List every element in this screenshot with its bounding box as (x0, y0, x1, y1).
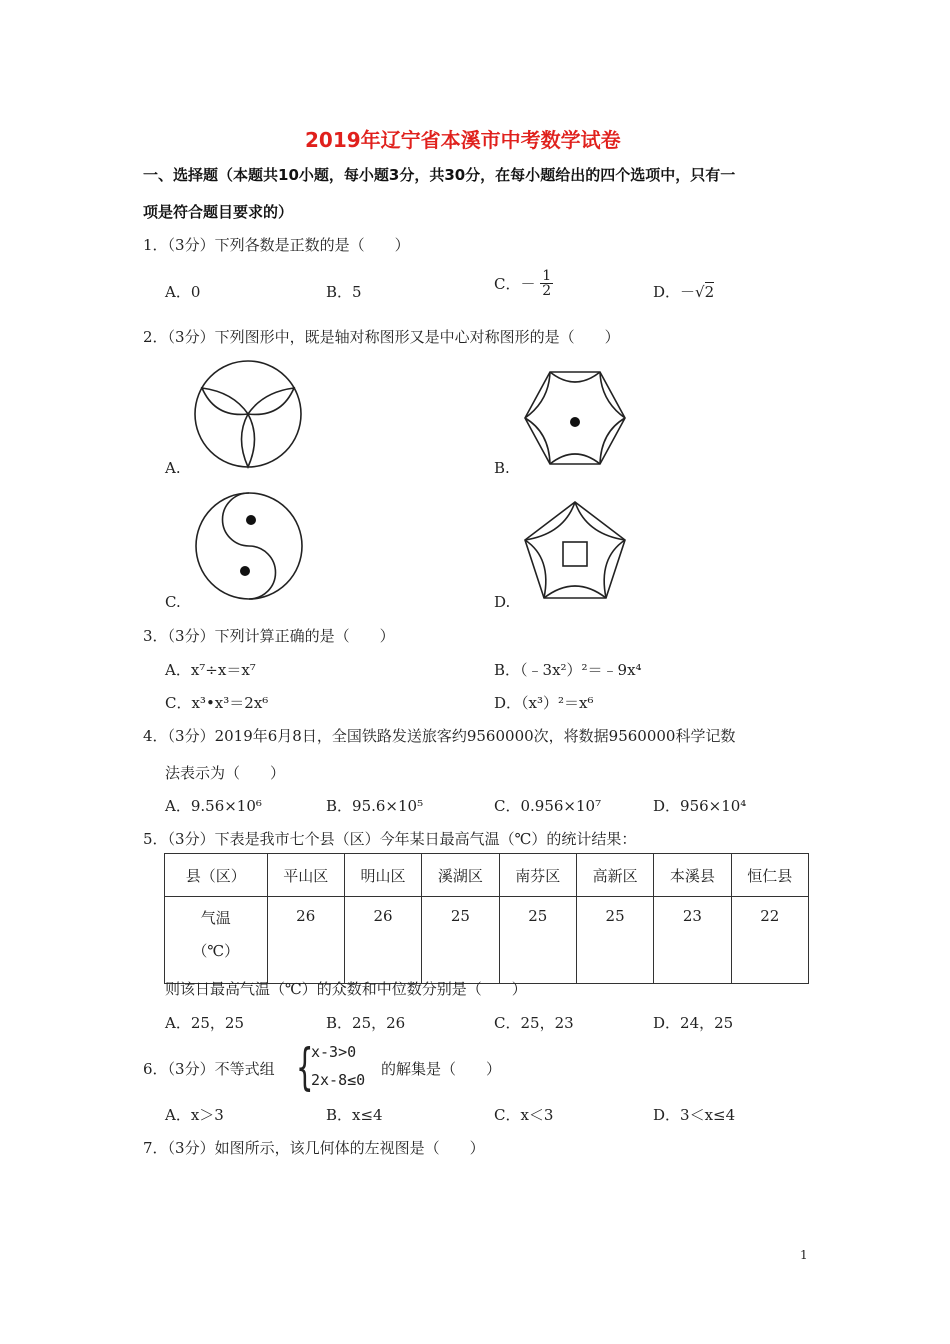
left-brace-icon: { (296, 1038, 314, 1096)
q4-option-c: C．0.956×10⁷ (494, 797, 602, 815)
q2-figure-d (522, 500, 628, 602)
q1-option-c-prefix: C．－ (494, 275, 536, 293)
q6-stem-suffix: 的解集是（ ） (381, 1060, 502, 1078)
q1-option-d (653, 281, 714, 302)
table-header-cell: 县（区） (165, 854, 268, 897)
q5-option-c: C．25，23 (494, 1014, 574, 1032)
fraction-numerator: 1 (542, 268, 552, 284)
table-header-row (165, 854, 809, 897)
q2-figure-a (193, 360, 305, 470)
q5-option-d: D．24，25 (653, 1014, 734, 1032)
table-row (165, 897, 809, 984)
q5-option-a: A．25，25 (165, 1014, 245, 1032)
table-cell: 25 (422, 897, 499, 984)
q6-option-c: C．x＜3 (494, 1106, 554, 1124)
q3-option-d: D．（x³）²＝x⁶ (494, 694, 594, 712)
q6-system-line1: x-3>0 (311, 1043, 357, 1061)
page-title: 2019年辽宁省本溪市中考数学试卷 (305, 128, 621, 152)
table-cell: 25 (499, 897, 576, 984)
q2-option-c: C. (165, 593, 181, 611)
table-header-cell: 平山区 (267, 854, 344, 897)
q6-system-line2: 2x-8≤0 (311, 1071, 366, 1089)
table-cell: 25 (576, 897, 653, 984)
table-cell: 23 (654, 897, 731, 984)
table-cell: 26 (267, 897, 344, 984)
q2-figure-c (194, 491, 304, 601)
q1-option-c (494, 269, 553, 298)
page-number: 1 (800, 1248, 808, 1262)
q1-option-b: B．5 (326, 283, 362, 301)
table-row-label (165, 897, 268, 984)
table-header-cell: 明山区 (344, 854, 421, 897)
table-cell: 22 (731, 897, 808, 984)
row-label-line2: （℃） (192, 942, 240, 960)
q6-option-a: A．x＞3 (165, 1106, 224, 1124)
table-header-cell: 恒仁县 (731, 854, 808, 897)
q3-stem: 3．（3分）下列计算正确的是（ ） (143, 627, 395, 645)
q1-radicand: 2 (704, 283, 715, 301)
sqrt-icon: √ (695, 283, 705, 301)
q3-option-b: B．（﹣3x²）²＝﹣9x⁴ (494, 661, 642, 679)
q1-fraction (540, 269, 553, 298)
q2-stem: 2．（3分）下列图形中，既是轴对称图形又是中心对称图形的是（ ） (143, 328, 620, 346)
section-heading-line2: 项是符合题目要求的） (143, 203, 294, 221)
q5-option-b: B．25，26 (326, 1014, 406, 1032)
table-header-cell: 南芬区 (499, 854, 576, 897)
table-cell: 26 (344, 897, 421, 984)
q4-stem-line2: 法表示为（ ） (165, 764, 286, 782)
section-heading-line1: 一、选择题（本题共10小题，每小题3分，共30分，在每小题给出的四个选项中，只有一 (143, 166, 736, 184)
fraction-denominator: 2 (542, 283, 552, 299)
row-label-line1: 气温 (200, 909, 231, 927)
q3-option-a: A．x⁷÷x＝x⁷ (165, 661, 256, 679)
q6-option-d: D．3＜x≤4 (653, 1106, 736, 1124)
q2-figure-b (522, 370, 628, 466)
table-header-cell: 溪湖区 (422, 854, 499, 897)
q4-stem-line1: 4．（3分）2019年6月8日，全国铁路发送旅客约9560000次，将数据9560000科学记数 (143, 727, 736, 745)
q4-option-a: A．9.56×10⁶ (165, 797, 262, 815)
q3-option-c: C．x³•x³＝2x⁶ (165, 694, 269, 712)
q4-option-b: B．95.6×10⁵ (326, 797, 424, 815)
q6-stem-prefix: 6．（3分）不等式组 (143, 1060, 275, 1078)
q2-option-b: B. (494, 459, 510, 477)
temperature-table (164, 853, 809, 984)
table-header-cell: 本溪县 (654, 854, 731, 897)
q7-stem: 7．（3分）如图所示，该几何体的左视图是（ ） (143, 1139, 485, 1157)
table-header-cell: 高新区 (576, 854, 653, 897)
q5-stem: 5．（3分）下表是我市七个县（区）今年某日最高气温（℃）的统计结果： (143, 830, 637, 848)
q2-option-d: D. (494, 593, 511, 611)
q1-option-d-prefix: D．－ (653, 283, 696, 301)
q6-option-b: B．x≤4 (326, 1106, 383, 1124)
q1-stem: 1．（3分）下列各数是正数的是（ ） (143, 236, 410, 254)
q1-option-a: A．0 (165, 283, 201, 301)
q5-question: 则该日最高气温（℃）的众数和中位数分别是（ ） (165, 980, 527, 998)
q4-option-d: D．956×10⁴ (653, 797, 747, 815)
q2-option-a: A. (165, 459, 181, 477)
